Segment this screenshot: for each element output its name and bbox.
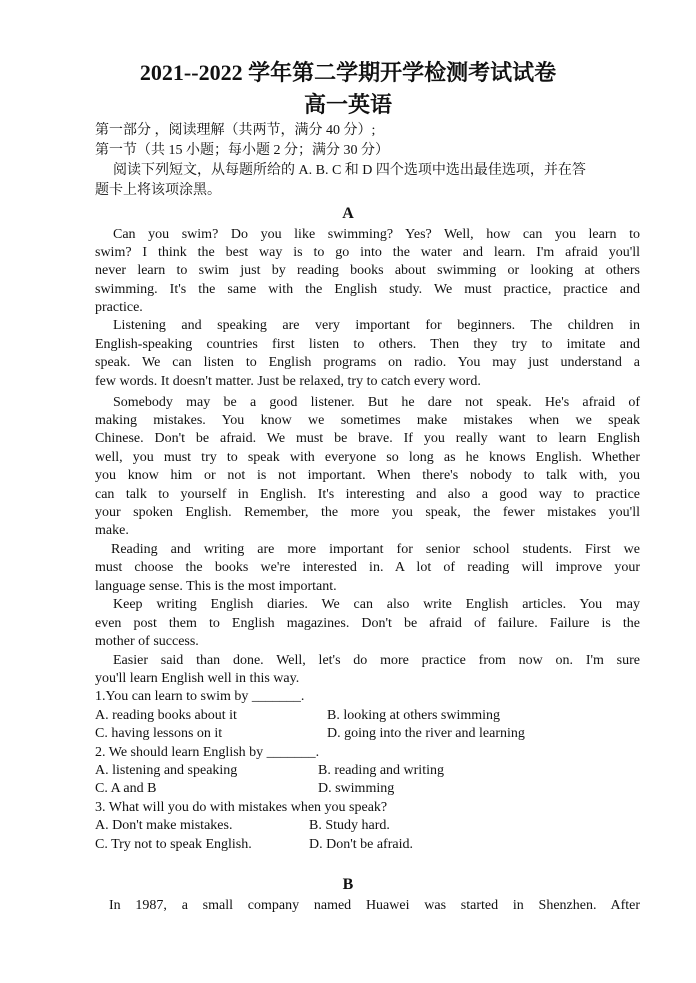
passage-a-line: swim? I think the best way is to go into the water and learn. I'm afraid you'll [95, 245, 640, 260]
question-1-option-c[interactable]: C. having lessons on it [95, 726, 223, 741]
directions-line-1: 阅读下列短文，从每题所给的 A. B. C 和 D 四个选项中选出最佳选项，并在答 [113, 163, 586, 178]
passage-a-line: few words. It doesn't matter. Just be relaxed, try to catch every word. [95, 374, 481, 389]
question-3-stem: 3. What will you do with mistakes when you speak? [95, 800, 388, 815]
passage-a-line: Keep writing English diaries. We can also write English articles. You may [113, 597, 640, 612]
exam-subtitle: 高一英语 [303, 92, 392, 117]
question-1-option-a[interactable]: A. reading books about it [95, 708, 237, 723]
passage-a-line: Somebody may be a good listener. But he dare not speak. He's afraid of [113, 395, 640, 410]
passage-a-line: language sense. This is the most important. [95, 579, 337, 594]
part-heading: 第一部分 ，阅读理解（共两节，满分 40 分）; [95, 123, 376, 138]
passage-a-line: swimming. It's the same with the English study. We must practice, practice and [95, 282, 640, 297]
question-3-option-c[interactable]: C. Try not to speak English. [95, 837, 252, 852]
passage-a-line: making mistakes. You know we sometimes make mistakes when we speak [95, 413, 640, 428]
passage-a-line: practice. [95, 300, 143, 315]
passage-a-line: Listening and speaking are very important for beginners. The children in [113, 318, 640, 333]
passage-b-heading: B [342, 876, 354, 893]
question-1-option-d[interactable]: D. going into the river and learning [327, 726, 525, 741]
passage-a-line: your spoken English. Remember, the more you speak, the fewer mistakes you'll [95, 505, 640, 520]
question-2-option-a[interactable]: A. listening and speaking [95, 763, 238, 778]
passage-a-line: make. [95, 523, 129, 538]
passage-b-first-line: In 1987, a small company named Huawei was started in Shenzhen. After [109, 898, 640, 913]
passage-a-line: must choose the books we're interested in. A lot of reading will improve your [95, 560, 640, 575]
question-3-option-b[interactable]: B. Study hard. [309, 818, 390, 833]
passage-a-line: Can you swim? Do you like swimming? Yes? Well, how can you learn to [113, 227, 640, 242]
section-heading: 第一节（共 15 小题；每小题 2 分；满分 30 分） [95, 143, 389, 158]
question-2-option-c[interactable]: C. A and B [95, 781, 157, 796]
question-2-stem: 2. We should learn English by _______. [95, 745, 320, 760]
passage-a-line: English-speaking countries first listen to others. Then they try to imitate and [95, 337, 640, 352]
passage-a-line: well, you must try to speak with everyone so long as he knows English. Whether [95, 450, 640, 465]
passage-a-line: you'll learn English well in this way. [95, 671, 300, 686]
passage-a-line: never learn to swim just by reading books about swimming or looking at others [95, 263, 640, 278]
passage-a-line: even post them to English magazines. Don't be afraid of failure. Failure is the [95, 616, 640, 631]
question-1-option-b[interactable]: B. looking at others swimming [327, 708, 501, 723]
passage-a-line: Reading and writing are more important for senior school students. First we [111, 542, 640, 557]
question-2-option-d[interactable]: D. swimming [318, 781, 395, 796]
passage-a-heading: A [342, 205, 354, 222]
question-3-option-d[interactable]: D. Don't be afraid. [309, 837, 413, 852]
passage-a-line: Chinese. Don't be afraid. We must be brave. If you really want to learn English [95, 431, 640, 446]
passage-a-line: speak. We can listen to English programs on radio. You may just understand a [95, 355, 640, 370]
exam-title: 2021--2022 学年第二学期开学检测考试试卷 [139, 60, 557, 85]
passage-a-line: mother of success. [95, 634, 199, 649]
passage-a-line: can talk to yourself in English. It's interesting and also a good way to practice [95, 487, 640, 502]
passage-a-line: you know him or not is not important. When there's nobody to talk with, you [95, 468, 640, 483]
question-1-stem: 1.You can learn to swim by _______. [95, 689, 305, 704]
directions-line-2: 题卡上将该项涂黑。 [95, 183, 221, 198]
question-2-option-b[interactable]: B. reading and writing [318, 763, 444, 778]
passage-a-line: Easier said than done. Well, let's do more practice from now on. I'm sure [113, 653, 640, 668]
question-3-option-a[interactable]: A. Don't make mistakes. [95, 818, 233, 833]
